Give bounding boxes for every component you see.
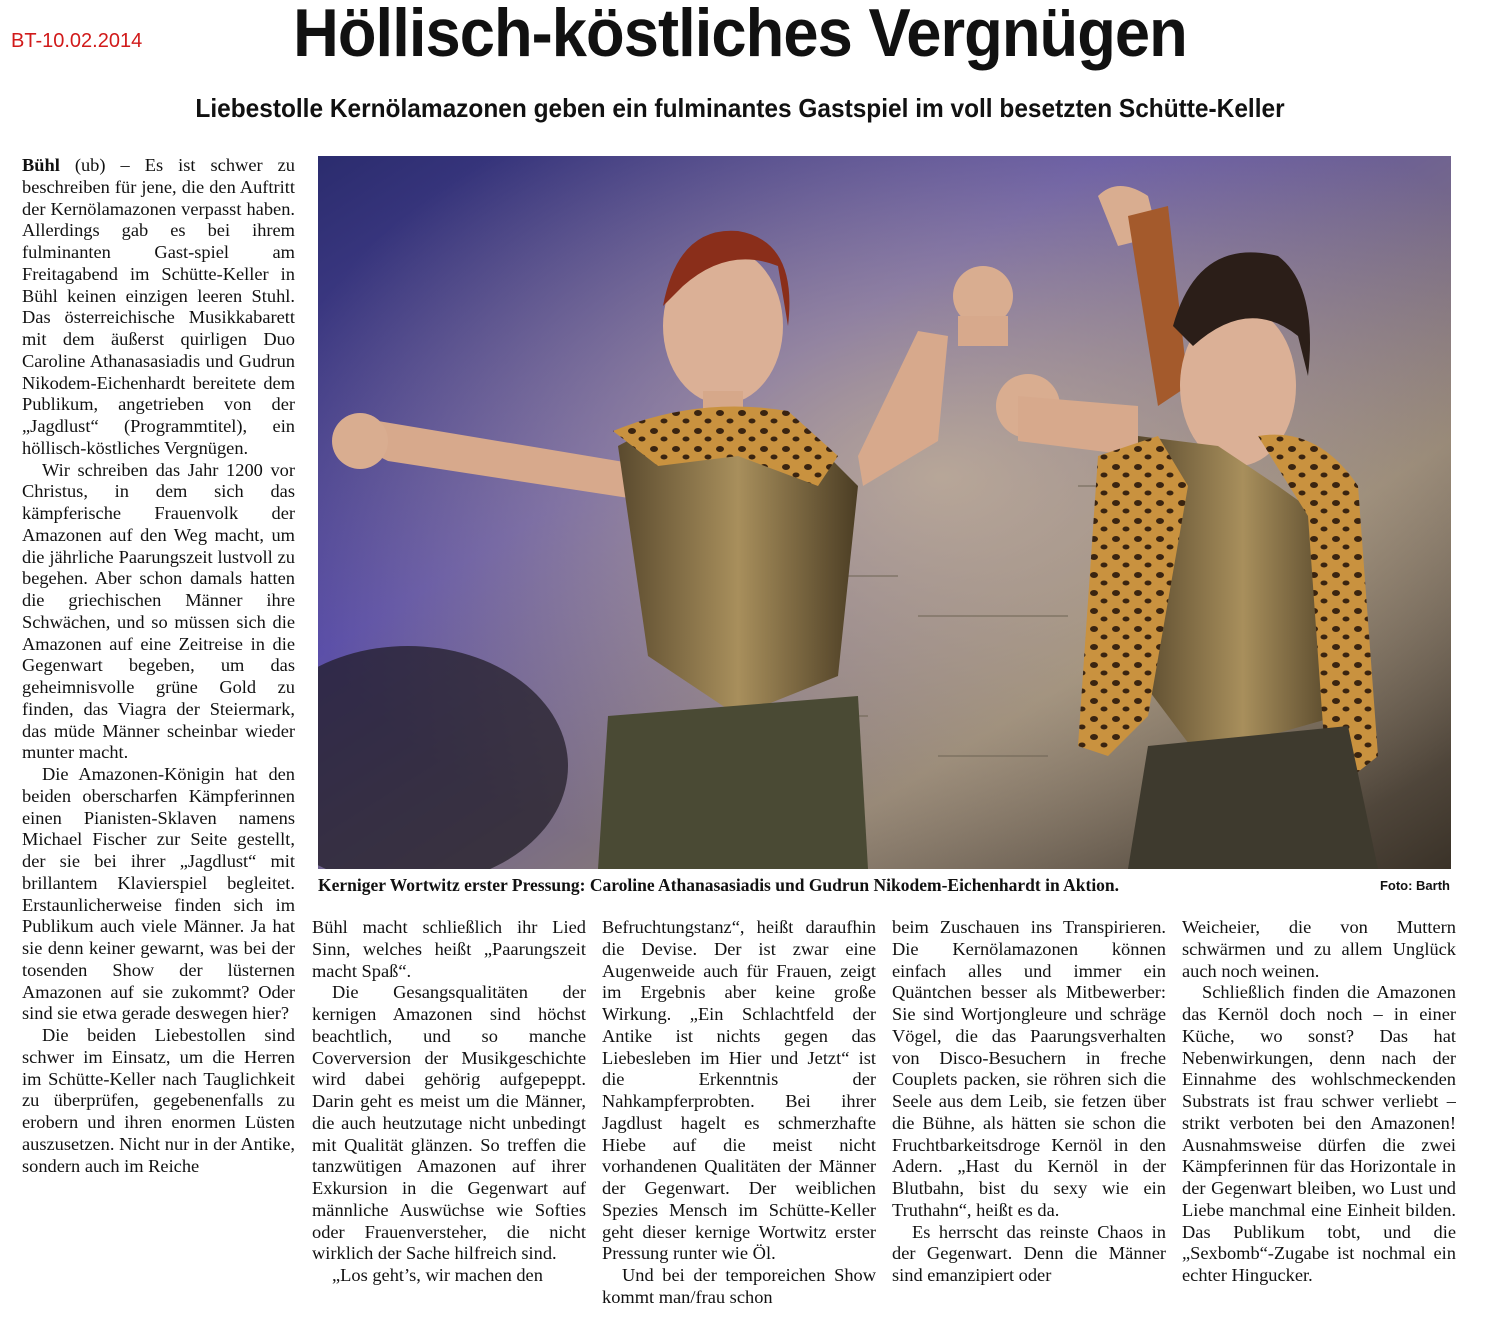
paragraph: Die Amazonen-Königin hat den beiden oberscharfen Kämpferinnen einen Pianisten-Sklaven namens Michael Fischer zur Seite gestellt, der sie bei ihrer „Jagdlust“ mit brillantem Klavierspiel begleitet. Erstaunlicherweise finden sich im Publikum auch viele Männer. Ja hat sie denn keiner gewarnt, was bei der tosenden Show der lüsternen Amazonen auf sie zukommt? Oder sind sie etwa gerade deswegen hier? bbox=[22, 764, 295, 1024]
paragraph: Die beiden Liebestollen sind schwer im Einsatz, um die Herren im Schütte-Keller nach Tauglichkeit zu überprüfen, gegebenenfalls zu erobern und ihren enormen Lüsten auszusetzen. Nicht nur in der Antike, sondern auch im Reiche bbox=[22, 1025, 295, 1176]
photo-illustration bbox=[318, 156, 1451, 869]
photo-caption: Kerniger Wortwitz erster Pressung: Caroline Athanasasiadis und Gudrun Nikodem-Eichenhardt in Aktion. bbox=[318, 875, 1120, 895]
subheadline: Liebestolle Kernölamazonen geben ein fulminantes Gastspiel im voll besetzten Schütte-Keller bbox=[195, 93, 1285, 123]
article-column-4 bbox=[892, 917, 1166, 1337]
paragraph: beim Zuschauen ins Transpirieren. Die Kernölamazonen können einfach alles und immer ein Quäntchen besser als Mitbewerber: Sie sind Wortjongleure und schräge Vögel, die das Paarungsverhalten von Disco-Besuchern in freche Couplets packen, sie röhren sich die Seele aus dem Leib, sie fetzen über die Bühne, als hätten sie schon die Fruchtbarkeitsdroge Kernöl in den Adern. „Hast du Kernöl in der Blutbahn, bist du sexy wie ein Truthahn“, heißt es da. bbox=[892, 917, 1166, 1220]
article-column-3 bbox=[602, 917, 876, 1337]
paragraph: Die Gesangsqualitäten der kernigen Amazonen sind höchst beachtlich, und so manche Coverversion der Musikgeschichte wird dabei gehörig aufgepeppt. Darin geht es meist um die Männer, die auch heutzutage nicht unbedingt mit Qualität glänzen. So treffen die tanzwütigen Amazonen auf ihrer Exkursion in die Gegenwart auf männliche Auswüchse wie Softies oder Frauenversteher, die nicht wirklich der Sache hilfreich sind. bbox=[312, 982, 586, 1264]
article-column-2 bbox=[312, 917, 586, 1337]
article-column-5 bbox=[1182, 917, 1456, 1337]
paragraph: Weicheier, die von Muttern schwärmen und zu allem Unglück auch noch weinen. bbox=[1182, 917, 1456, 981]
paragraph: „Los geht’s, wir machen den bbox=[332, 1265, 543, 1285]
paragraph: Es herrscht das reinste Chaos in der Gegenwart. Denn die Männer sind emanzipiert oder bbox=[892, 1221, 1166, 1285]
article-column-1 bbox=[22, 155, 295, 1335]
headline: Höllisch-köstliches Vergnügen bbox=[293, 0, 1187, 71]
dateline: Bühl bbox=[22, 155, 60, 175]
article-photo bbox=[318, 156, 1451, 869]
paragraph: Schließlich finden die Amazonen das Kernöl doch noch – in einer Küche, wo sonst? Das hat Nebenwirkungen, denn nach der Einnahme des wohlschmeckenden Substrats ist frau schwer verliebt – strikt verboten bei den Amazonen! Ausnahmsweise dürfen die zwei Kämpferinnen für das Horizontale in der Gegenwart bleiben, wo Lust und Liebe manchmal eine Einheit bilden. Das Publikum tobt, und die „Sexbomb“-Zugabe ist nochmal ein echter Hingucker. bbox=[1182, 982, 1456, 1285]
paragraph: Wir schreiben das Jahr 1200 vor Christus, in dem sich das kämpferische Frauenvolk der Amazonen auf den Weg macht, um die jährliche Paarungszeit lustvoll zu begehen. Aber schon damals hatten die griechischen Männer ihre Schwächen, und so müssen sich die Amazonen auf eine Zeitreise in die Gegenwart begeben, um das geheimnisvolle grüne Gold zu finden, das Viagra der Steiermark, das müde Männer scheinbar wieder munter macht. bbox=[22, 459, 295, 763]
paragraph: Bühl macht schließlich ihr Lied Sinn, welches heißt „Paarungszeit macht Spaß“. bbox=[312, 917, 586, 981]
paragraph: Bühl (ub) – Es ist schwer zu beschreiben für jene, die den Auftritt der Kernölamazonen verpasst haben. Allerdings gab es bei ihrem fulminanten Gast-spiel am Freitagabend im Schütte-Keller in Bühl keinen einzigen leeren Stuhl. Das österreichische Musikkabarett mit dem äußerst quirligen Duo Caroline Athanasasiadis und Gudrun Nikodem-Eichenhardt bereitete dem Publikum, angetrieben von der „Jagdlust“ (Programmtitel), ein höllisch-köstliches Vergnügen. bbox=[22, 155, 295, 458]
paragraph: Befruchtungstanz“, heißt daraufhin die Devise. Der ist zwar eine Augenweide auch für Frauen, zeigt im Ergebnis aber keine große Wirkung. „Ein Schlachtfeld der Antike ist nichts gegen das Liebesleben im Hier und Jetzt“ ist die Erkenntnis der Nahkampferprobten. Bei ihrer Jagdlust hagelt es schmerzhafte Hiebe auf die meist nicht vorhandenen Qualitäten der Männer der Gegenwart. Der weiblichen Spezies Mensch im Schütte-Keller geht dieser kernige Wortwitz erster Pressung runter wie Öl. bbox=[602, 917, 876, 1264]
source-tag: BT-10.02.2014 bbox=[11, 30, 143, 52]
paragraph: Und bei der temporeichen Show kommt man/frau schon bbox=[602, 1265, 876, 1307]
photo-credit: Foto: Barth bbox=[1379, 878, 1450, 893]
